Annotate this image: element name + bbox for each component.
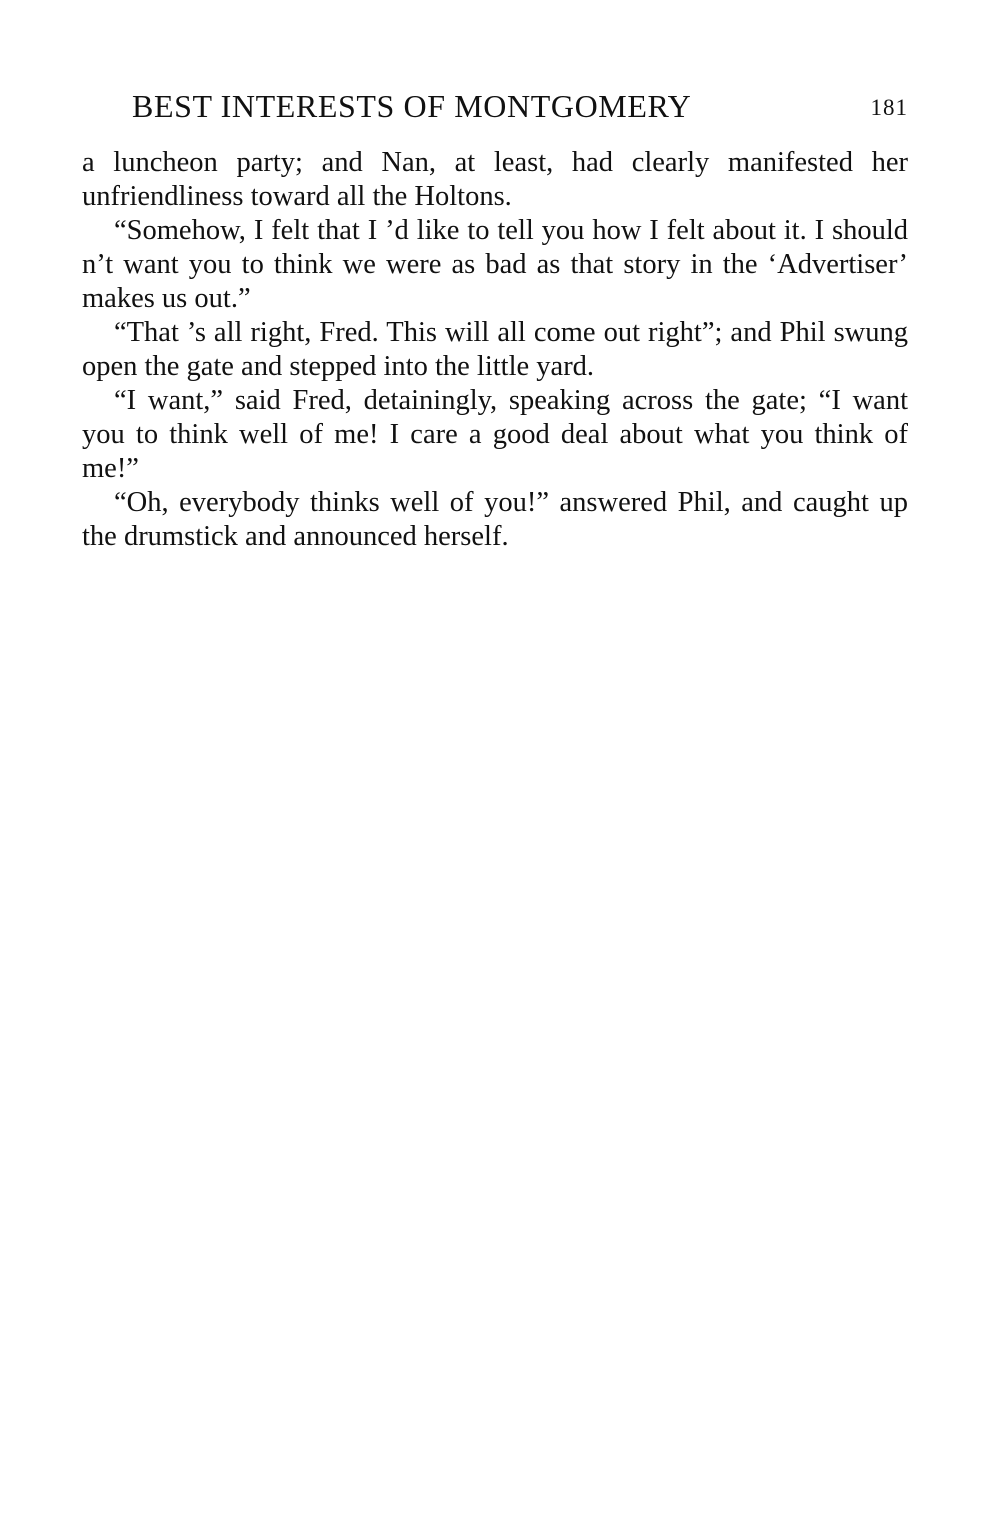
paragraph-somehow: “Somehow, I felt that I ’d like to tell you how I felt about it. I should n’t want you to think we were as bad as that story in the ‘Advertiser’ makes us out.” xyxy=(82,215,908,314)
running-title: BEST INTERESTS OF MONTGOMERY xyxy=(132,88,692,124)
page-number: 181 xyxy=(870,95,908,120)
paragraph-i-want: “I want,” said Fred, detainingly, speaking across the gate; “I want you to think well of me! I care a good deal about what you think of me!” xyxy=(82,385,908,484)
paragraph-continuation: a luncheon party; and Nan, at least, had clearly manifested her unfriendliness toward all the Holtons. xyxy=(82,147,908,212)
running-head xyxy=(132,84,908,128)
paragraph-thats-all-right: “That ’s all right, Fred. This will all come out right”; and Phil swung open the gate and stepped into the little yard. xyxy=(82,317,908,382)
body-text xyxy=(82,146,908,554)
paragraph-oh-everybody: “Oh, everybody thinks well of you!” answered Phil, and caught up the drumstick and announced herself. xyxy=(82,487,908,552)
